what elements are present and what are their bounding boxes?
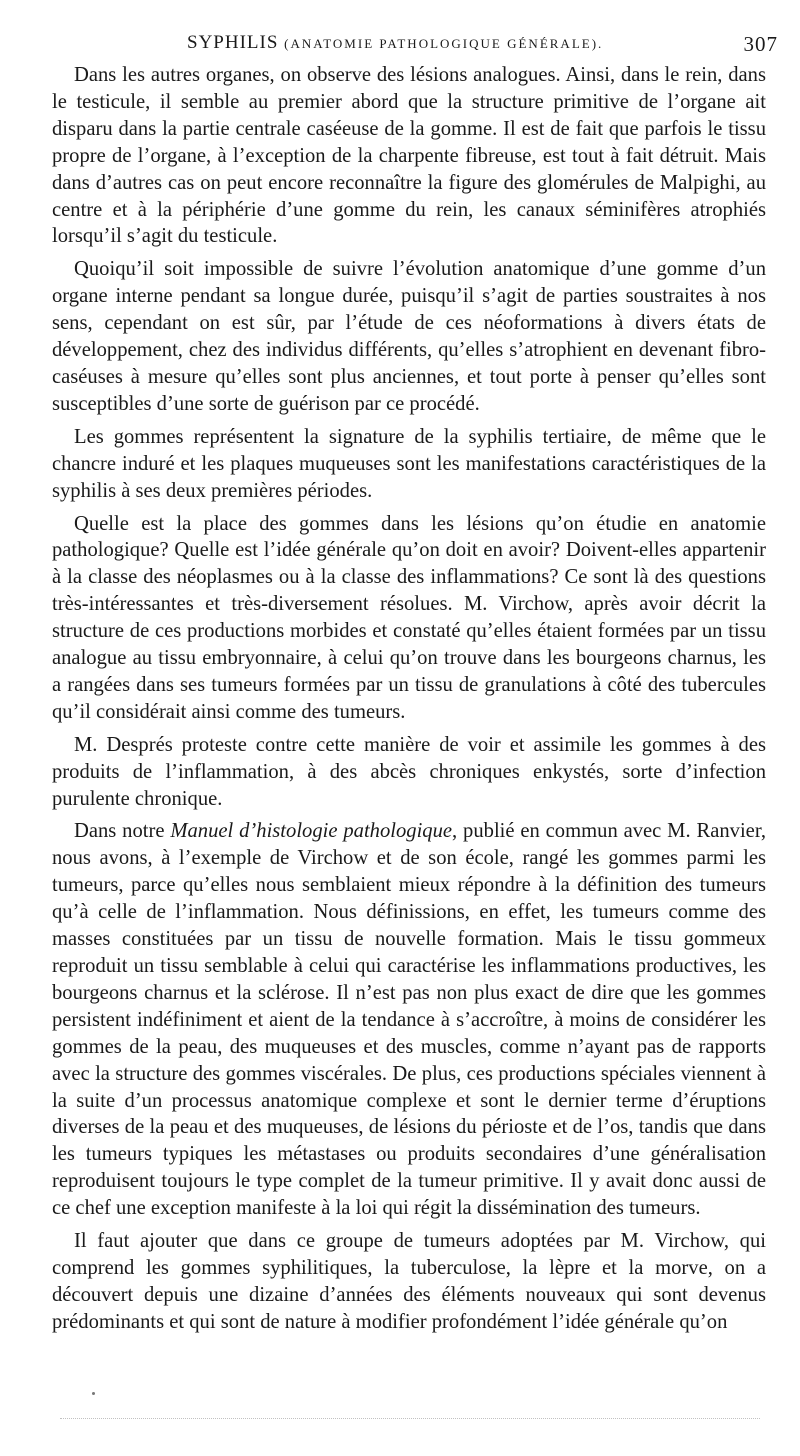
paragraph-7: Il faut ajouter que dans ce groupe de tumeurs adoptées par M. Virchow, qui comprend les gommes syphilitiques, la tuberculose, la lèpre et la morve, on a découvert depuis une dizaine d’années des éléments nouveaux qui sont devenus prédominants et qui sont de nature à modifier profondément l’idée générale qu’on [52, 1230, 766, 1333]
paragraph-4: Quelle est la place des gommes dans les lésions qu’on étudie en anatomie pathologique? Quelle est l’idée générale qu’on doit en avoir? Doivent-elles appartenir à la classe des néoplasmes ou à la classe des inflammations? Ce sont là des questions très-intéressantes et très-diversement résolues. M. Virchow, après avoir décrit la structure de ces productions morbides et constaté qu’elles étaient formées par un tissu analogue au tissu embryonnaire, à celui qu’on trouve dans les bourgeons charnus, les a rangées dans ses tumeurs formées par un tissu de granulations à côté des tubercules qu’il considérait ainsi comme des tumeurs. [52, 512, 766, 723]
book-title-citation: Manuel d’histologie pathologique [170, 820, 453, 843]
running-title-main: SYPHILIS [187, 32, 279, 53]
paragraph-5: M. Després proteste contre cette manière de voir et assimile les gommes à des produits de l’inflammation, à des abcès chroniques enkystés, sorte d’infection purulente chronique. [52, 733, 766, 810]
body-text [52, 62, 766, 1342]
page-number: 307 [743, 32, 778, 56]
running-title [187, 32, 603, 54]
print-speck [92, 1392, 95, 1395]
paragraph-1: Dans les autres organes, on observe des lésions analogues. Ainsi, dans le rein, dans le testicule, il semble au premier abord que la structure primitive de l’organe ait disparu dans la partie centrale caséeuse de la gomme. Il est de fait que parfois le tissu propre de l’organe, à l’exception de la charpente fibreuse, est tout à fait détruit. Mais dans d’autres cas on peut encore reconnaître la figure des glomérules de Malpighi, au centre et à la périphérie d’une gomme du rein, les canaux séminifères atrophiés lorsqu’il s’agit du testicule. [52, 64, 766, 248]
bottom-print-artifact [60, 1418, 760, 1425]
paragraph-6-rest: , publié en commun avec M. Ranvier, nous avons, à l’exemple de Virchow et de son école, rangé les gommes parmi les tumeurs, parce qu’elles nous semblaient mieux répondre à la définition des tumeurs qu’à celle de l’inflammation. Nous définissions, en effet, les tumeurs comme des masses constituées par un tissu de nouvelle formation. Mais le tissu gommeux reproduit un tissu semblable à celui qui caractérise les inflammations productives, les bourgeons charnus et la sclérose. Il n’est pas non plus exact de dire que les gommes persistent indéfiniment et aient de la tendance à s’accroître, à moins de considérer les gommes de la peau, des muqueuses et des muscles, comme n’ayant pas de rapports avec la structure des gommes viscérales. De plus, ces productions spéciales viennent à la suite d’un processus anatomique complexe et sont le dernier terme d’éruptions diverses de la peau et des muqueuses, de lésions du périoste et de l’os, tandis que dans les tumeurs typiques les métastases ou produits secondaires d’une généralisation reproduisent toujours le type complet de la tumeur primitive. Il y avait donc aussi de ce chef une exception manifeste à la loi qui régit la dissémination des tumeurs. [52, 820, 766, 1220]
paragraph-6-start: Dans notre [74, 820, 171, 843]
running-title-sub: (ANATOMIE PATHOLOGIQUE GÉNÉRALE). [284, 36, 604, 51]
paragraph-2: Quoiqu’il soit impossible de suivre l’évolution anatomique d’une gomme d’un organe interne pendant sa longue durée, puisqu’il s’agit de parties soustraites à nos sens, cependant on est sûr, par l’étude de ces néoformations à divers états de développement, chez des individus différents, qu’elles s’atrophient en devenant fibro-caséuses à mesure qu’elles sont plus anciennes, et tout porte à penser qu’elles sont susceptibles d’une sorte de guérison par ce procédé. [52, 258, 766, 415]
paragraph-6 [52, 818, 766, 1222]
paragraph-3: Les gommes représentent la signature de la syphilis tertiaire, de même que le chancre induré et les plaques muqueuses sont les manifestations caractéristiques de la syphilis à ses deux premières périodes. [52, 425, 766, 502]
running-header [52, 32, 778, 58]
